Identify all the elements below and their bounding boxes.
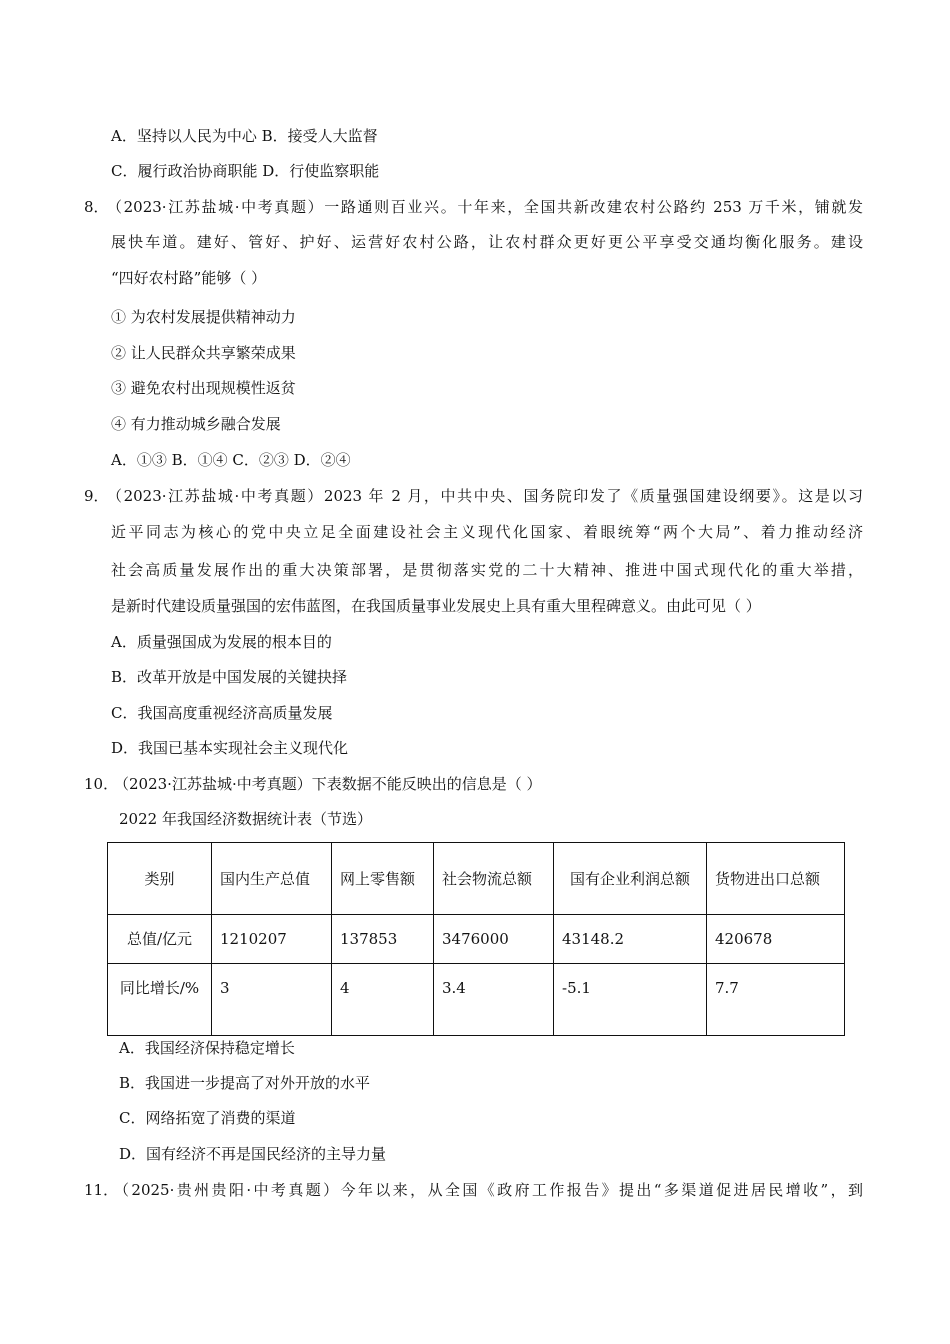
q10-stem: （2023·江苏盐城·中考真题）下表数据不能反映出的信息是（ ） (114, 775, 542, 793)
q8-stem-line-2: 展快车道。建好、管好、护好、运营好农村公路，让农村群众更好更公平享受交通均衡化服务。建设 (111, 233, 863, 251)
q8-item-4: ④ 有力推动城乡融合发展 (111, 415, 281, 433)
q9-stem-line-3: 社会高质量发展作出的重大决策部署，是贯彻落实党的二十大精神、推进中国式现代化的重大举措， (111, 561, 863, 579)
table-cell: 43148.2 (554, 915, 707, 964)
q10-number: 10． (84, 775, 119, 793)
q11-stem-line-1: （2025·贵州贵阳·中考真题）今年以来，从全国《政府工作报告》提出“多渠道促进居民增收”，到 (114, 1181, 863, 1199)
q8-item-3: ③ 避免农村出现规模性返贫 (111, 379, 296, 397)
q8-number: 8． (84, 198, 109, 216)
q9-option-d: D．我国已基本实现社会主义现代化 (111, 739, 349, 757)
table-header-cell: 货物进出口总额 (707, 843, 845, 915)
table-cell: 3 (212, 964, 332, 1036)
q10-option-a: A．我国经济保持稳定增长 (119, 1039, 295, 1057)
table-cell: 3.4 (434, 964, 554, 1036)
q10-option-d: D．国有经济不再是国民经济的主导力量 (119, 1145, 387, 1163)
q9-option-b: B．改革开放是中国发展的关键抉择 (111, 668, 348, 686)
q7-options-line-1: A．坚持以人民为中心 B．接受人大监督 (111, 127, 378, 145)
q10-option-c: C．网络拓宽了消费的渠道 (119, 1109, 296, 1127)
economic-data-table (107, 842, 845, 1036)
q8-stem-line-1: （2023·江苏盐城·中考真题）一路通则百业兴。十年来，全国共新改建农村公路约 253 万千米，铺就发 (107, 198, 863, 216)
table-cell: 137853 (332, 915, 434, 964)
q8-item-2: ② 让人民群众共享繁荣成果 (111, 344, 296, 362)
table-row (108, 915, 845, 964)
q9-stem-line-2: 近平同志为核心的党中央立足全面建设社会主义现代化国家、着眼统筹“两个大局”、着力推动经济 (111, 523, 863, 541)
q9-number: 9． (84, 487, 109, 505)
table-cell: 4 (332, 964, 434, 1036)
q9-option-c: C．我国高度重视经济高质量发展 (111, 704, 333, 722)
q10-option-b: B．我国进一步提高了对外开放的水平 (119, 1074, 371, 1092)
table-header-cell: 社会物流总额 (434, 843, 554, 915)
q10-table-title: 2022 年我国经济数据统计表（节选） (119, 810, 372, 828)
table-row (108, 964, 845, 1036)
table-header-cell: 网上零售额 (332, 843, 434, 915)
q9-stem-line-4: 是新时代建设质量强国的宏伟蓝图，在我国质量事业发展史上具有重大里程碑意义。由此可见（ ） (111, 597, 761, 615)
q8-item-1: ① 为农村发展提供精神动力 (111, 308, 296, 326)
q8-stem-line-3: “四好农村路”能够（ ） (111, 269, 267, 287)
q9-stem-line-1: （2023·江苏盐城·中考真题）2023 年 2 月，中共中央、国务院印发了《质量强国建设纲要》。这是以习 (107, 487, 863, 505)
q8-options: A．①③ B．①④ C．②③ D．②④ (111, 451, 351, 469)
table-header-cell: 国内生产总值 (212, 843, 332, 915)
table-header-cell: 国有企业利润总额 (554, 843, 707, 915)
table-cell: 420678 (707, 915, 845, 964)
q7-options-line-2: C．履行政治协商职能 D．行使监察职能 (111, 162, 380, 180)
table-cell: 3476000 (434, 915, 554, 964)
table-cell: 1210207 (212, 915, 332, 964)
table-header-cell: 类别 (108, 843, 212, 915)
table-header-row (108, 843, 845, 915)
table-cell: 同比增长/% (108, 964, 212, 1036)
table-cell: 总值/亿元 (108, 915, 212, 964)
table-cell: 7.7 (707, 964, 845, 1036)
q11-number: 11． (84, 1181, 119, 1199)
table-cell: -5.1 (554, 964, 707, 1036)
q9-option-a: A．质量强国成为发展的根本目的 (111, 633, 332, 651)
